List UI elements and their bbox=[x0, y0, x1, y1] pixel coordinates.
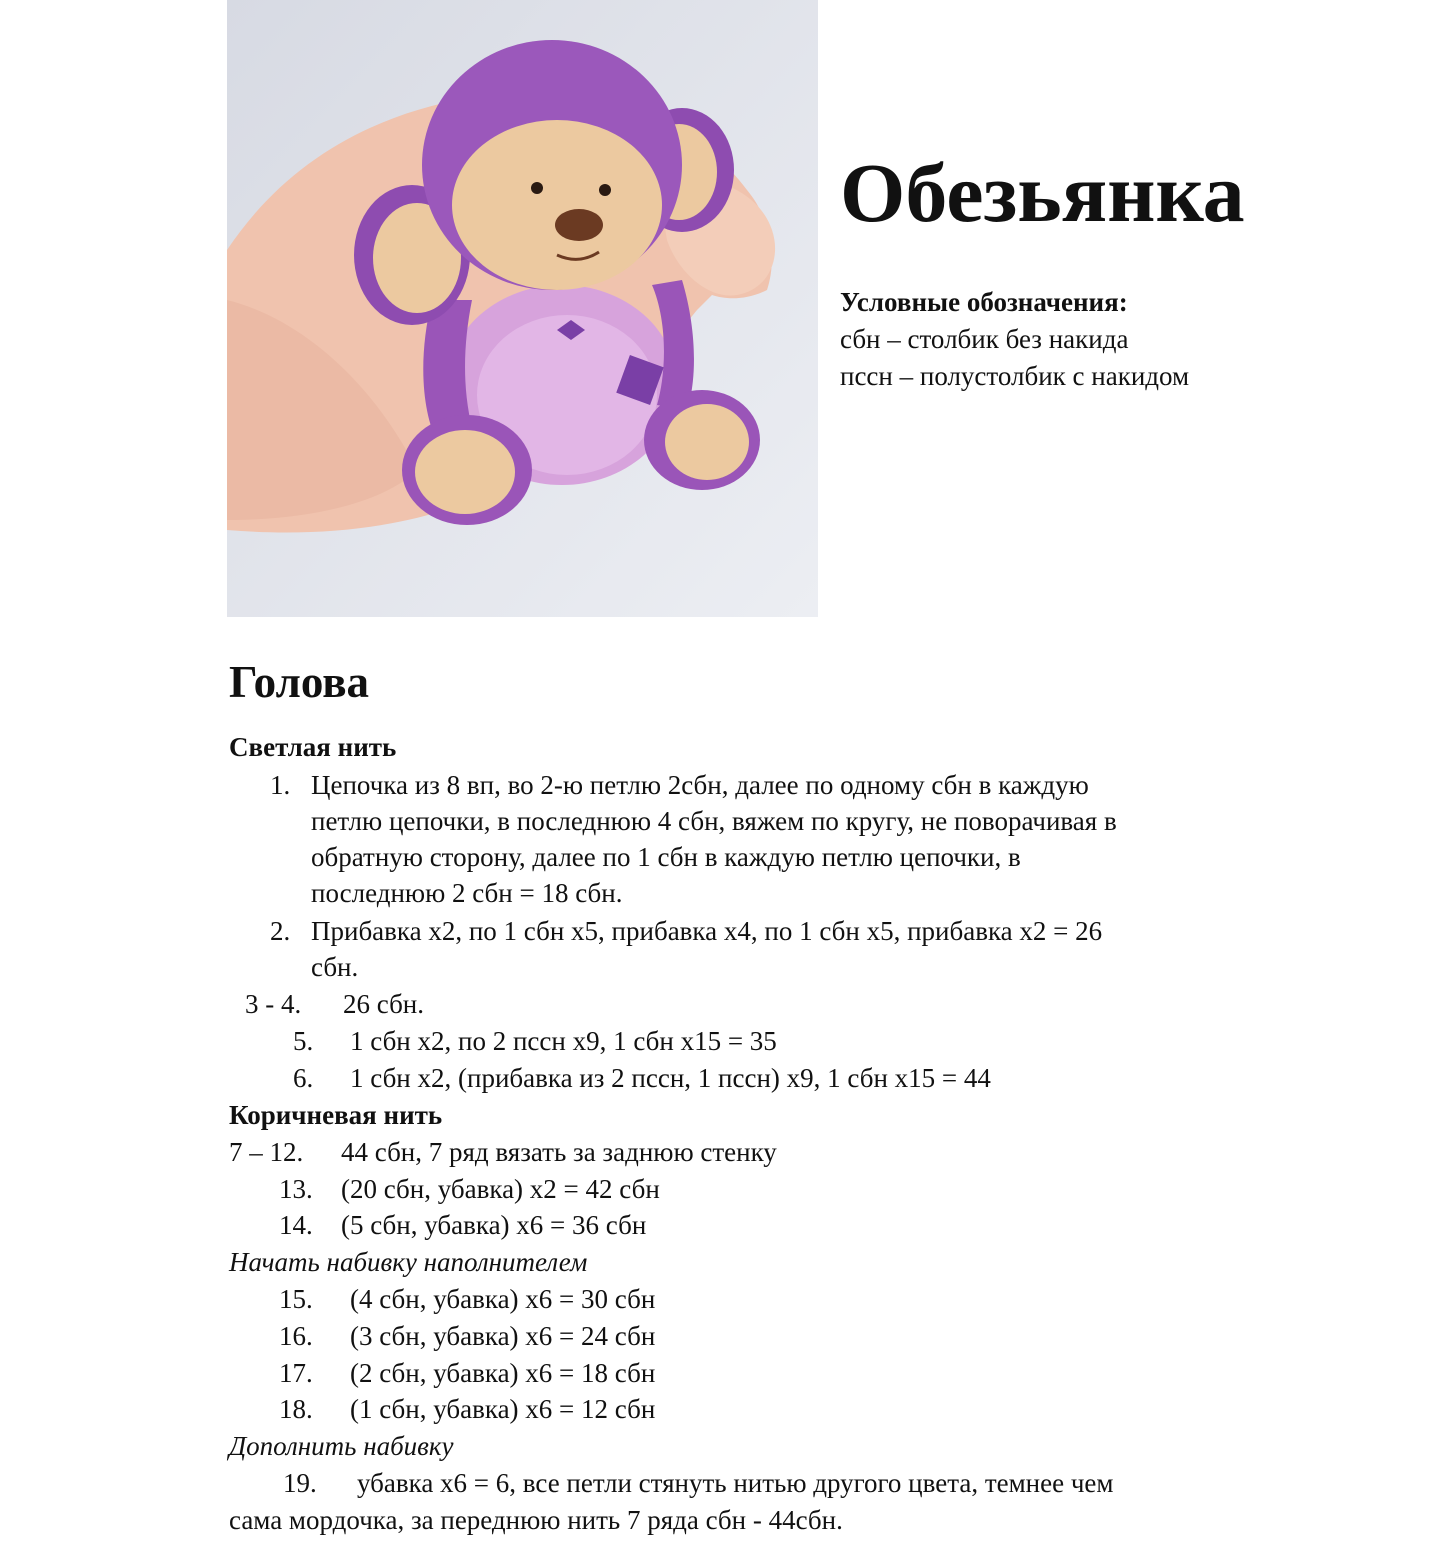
row-number: 6. bbox=[293, 1063, 314, 1093]
row-text: (2 сбн, убавка) х6 = 18 сбн bbox=[350, 1358, 656, 1388]
legend-item: пссн – полустолбик с накидом bbox=[840, 361, 1190, 391]
row-number: 7 – 12. bbox=[229, 1137, 304, 1167]
page-title: Обезьянка bbox=[840, 147, 1245, 240]
row-text-continuation: сама мордочка, за переднюю нить 7 ряда сбн - 44сбн. bbox=[229, 1505, 843, 1535]
row-text: 1 сбн х2, (прибавка из 2 пссн, 1 пссн) х9, 1 сбн х15 = 44 bbox=[350, 1063, 991, 1093]
legend-heading: Условные обозначения: bbox=[840, 287, 1128, 317]
row-text: (4 сбн, убавка) х6 = 30 сбн bbox=[350, 1284, 656, 1314]
row-number: 15. bbox=[279, 1284, 313, 1314]
row-text: 44 сбн, 7 ряд вязать за заднюю стенку bbox=[341, 1137, 777, 1167]
row-text: обратную сторону, далее по 1 сбн в каждую петлю цепочки, в bbox=[311, 842, 1021, 872]
row-text: петлю цепочки, в последнюю 4 сбн, вяжем по кругу, не поворачивая в bbox=[311, 806, 1117, 836]
row-text: 26 сбн. bbox=[343, 989, 424, 1019]
row-text: (3 сбн, убавка) х6 = 24 сбн bbox=[350, 1321, 656, 1351]
row-text: (5 сбн, убавка) х6 = 36 сбн bbox=[341, 1210, 647, 1240]
monkey-illustration bbox=[227, 0, 818, 617]
brown-thread-label: Коричневая нить bbox=[229, 1100, 443, 1130]
row-number: 18. bbox=[279, 1394, 313, 1424]
row-text: (20 сбн, убавка) х2 = 42 сбн bbox=[341, 1174, 660, 1204]
row-number: 1. bbox=[270, 770, 291, 800]
light-thread-label: Светлая нить bbox=[229, 732, 397, 762]
monkey-photo bbox=[227, 0, 818, 617]
legend-item: сбн – столбик без накида bbox=[840, 324, 1129, 354]
row-text: 1 сбн х2, по 2 пссн х9, 1 сбн х15 = 35 bbox=[350, 1026, 777, 1056]
row-number: 5. bbox=[293, 1026, 314, 1056]
row-number: 3 - 4. bbox=[245, 989, 302, 1019]
row-text: Цепочка из 8 вп, во 2-ю петлю 2сбн, далее по одному сбн в каждую bbox=[311, 770, 1089, 800]
row-number: 17. bbox=[279, 1358, 313, 1388]
note-stuffing-start: Начать набивку наполнителем bbox=[229, 1247, 588, 1277]
note-stuffing-add: Дополнить набивку bbox=[229, 1431, 454, 1461]
row-text: убавка х6 = 6, все петли стянуть нитью другого цвета, темнее чем bbox=[357, 1468, 1114, 1498]
row-number: 2. bbox=[270, 916, 291, 946]
row-text: (1 сбн, убавка) х6 = 12 сбн bbox=[350, 1394, 656, 1424]
row-number: 14. bbox=[279, 1210, 313, 1240]
legend bbox=[840, 284, 1189, 395]
row-text: Прибавка х2, по 1 сбн х5, прибавка х4, по 1 сбн х5, прибавка х2 = 26 bbox=[311, 916, 1103, 946]
section-title: Голова bbox=[229, 657, 370, 707]
row-text: последнюю 2 сбн = 18 сбн. bbox=[311, 878, 623, 908]
row-text: сбн. bbox=[311, 952, 359, 982]
row-number: 13. bbox=[279, 1174, 313, 1204]
row-number: 16. bbox=[279, 1321, 313, 1351]
row-number: 19. bbox=[283, 1468, 317, 1498]
